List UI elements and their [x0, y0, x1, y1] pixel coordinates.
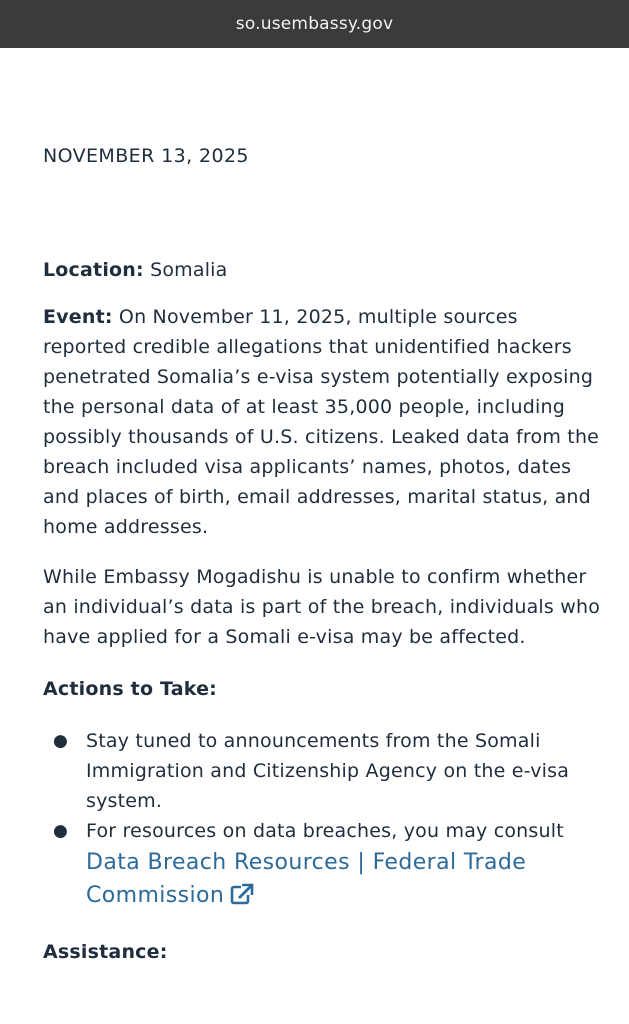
bullet-icon: ●	[53, 731, 69, 751]
actions-list	[43, 726, 603, 915]
event-paragraph	[43, 302, 603, 542]
ftc-data-breach-link[interactable]	[86, 850, 526, 908]
link-text[interactable]: Data Breach Resources | Federal Trade Commission	[86, 850, 527, 908]
action-text: For resources on data breaches, you may consult	[86, 820, 564, 842]
url-text[interactable]: so.usembassy.gov	[235, 14, 394, 34]
list-item	[43, 816, 603, 915]
event-text: On November 11, 2025, multiple sources reported credible allegations that unidentified hackers penetrated Somalia’s e-visa system potentially exposing the personal data of at least 35,000 people, including possibly thousands of U.S. citizens. Leaked data from the breach included visa applicants’ names, photos, dates and places of birth, email addresses, marital status, and home addresses.	[43, 306, 600, 538]
bullet-icon: ●	[53, 821, 69, 841]
external-link-icon[interactable]	[230, 882, 254, 915]
actions-heading: Actions to Take:	[43, 678, 217, 700]
article-content	[43, 142, 603, 967]
list-item	[43, 726, 603, 816]
assistance-heading: Assistance:	[43, 941, 168, 963]
location-line	[43, 255, 603, 285]
article-date: NOVEMBER 13, 2025	[43, 145, 249, 167]
action-text: Stay tuned to announcements from the Somali Immigration and Citizenship Agency on the e-visa system.	[86, 730, 570, 812]
location-label: Location:	[43, 259, 144, 281]
confirmation-paragraph: While Embassy Mogadishu is unable to confirm whether an individual’s data is part of the breach, individuals who have applied for a Somali e-visa may be affected.	[43, 566, 601, 648]
browser-url-bar[interactable]	[0, 0, 629, 48]
location-value: Somalia	[143, 259, 228, 281]
event-label: Event:	[43, 306, 113, 328]
